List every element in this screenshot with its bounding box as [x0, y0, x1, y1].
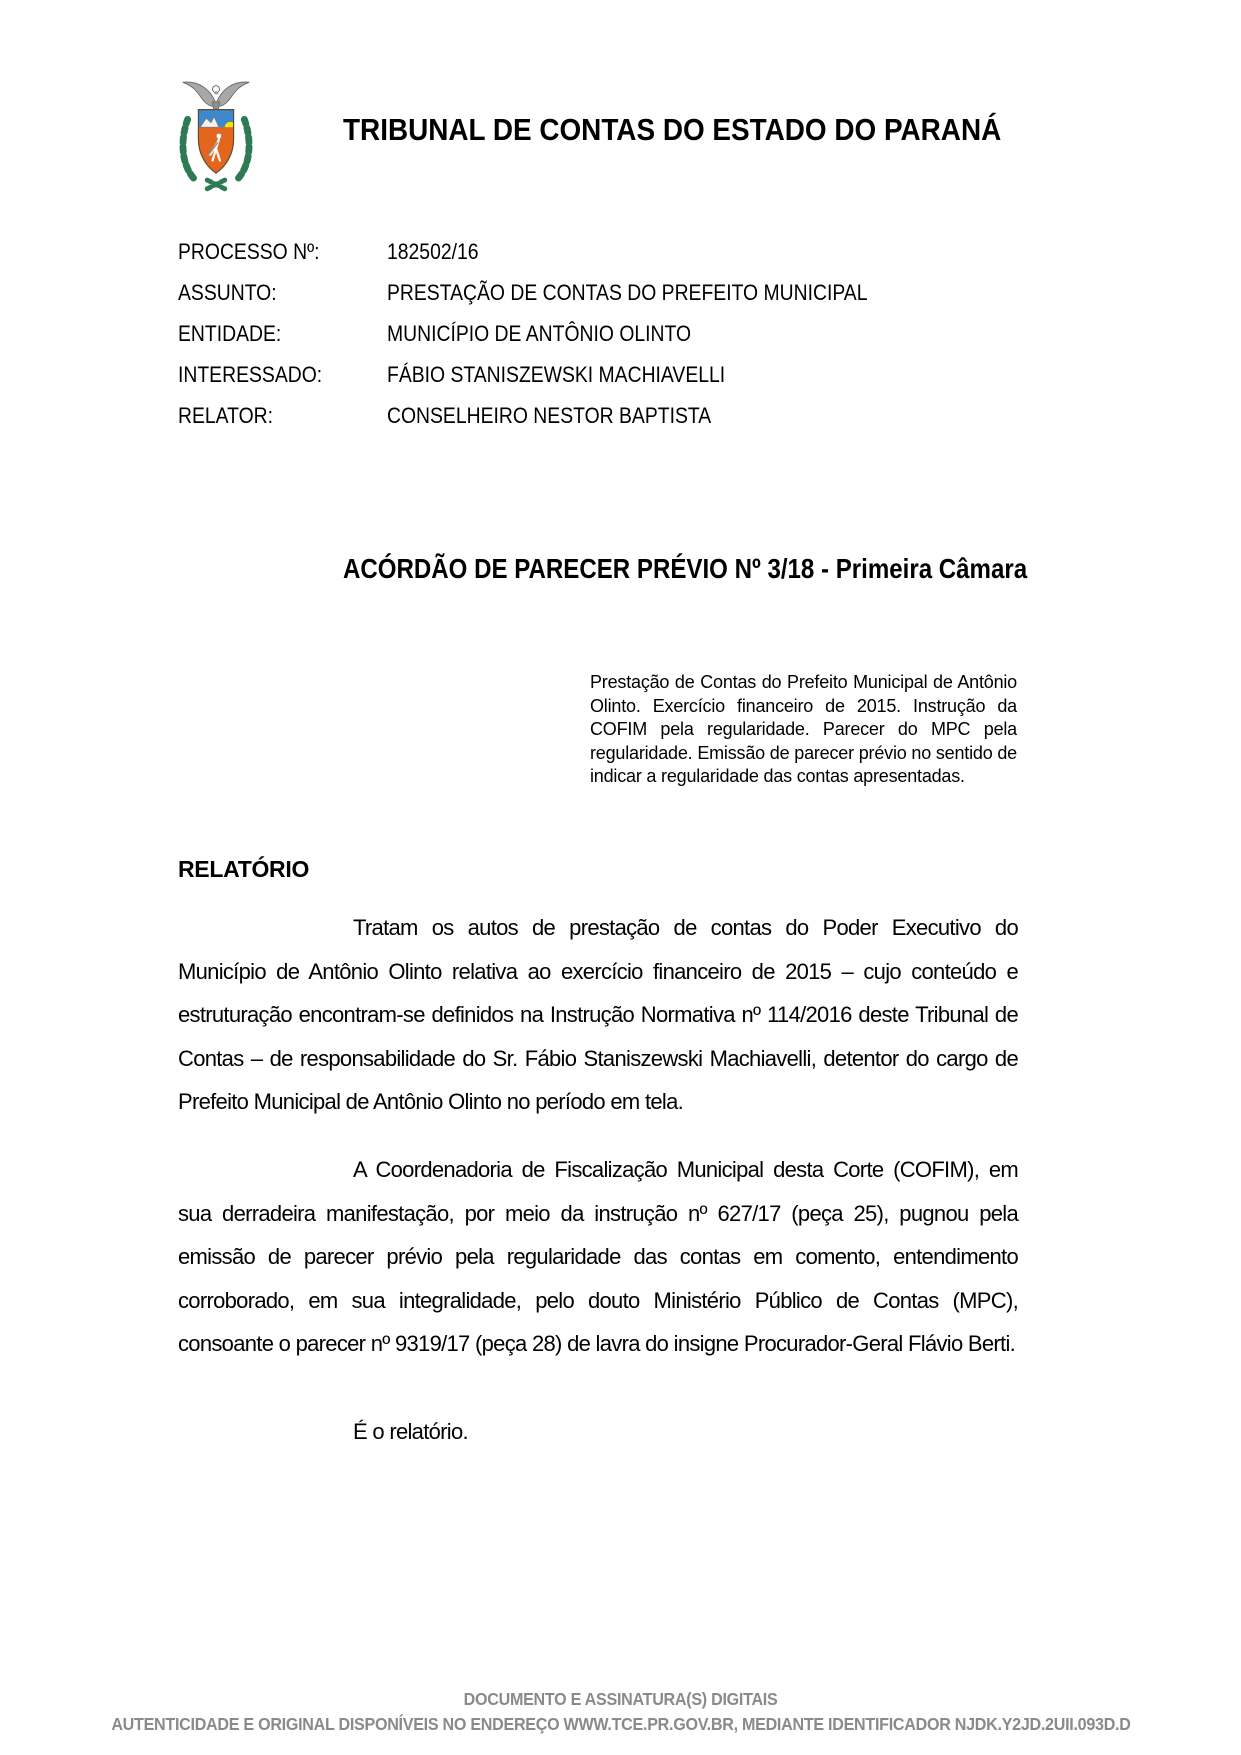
metadata-row-assunto — [178, 272, 1018, 313]
metadata-value: 182502/16 — [387, 239, 479, 264]
metadata-label: ASSUNTO: — [178, 280, 277, 305]
metadata-label: RELATOR: — [178, 403, 274, 428]
footer-text-2: AUTENTICIDADE E ORIGINAL DISPONÍVEIS NO ENDEREÇO WWW.TCE.PR.GOV.BR, MEDIANTE IDENTIFICADOR NJDK.Y2JD.2UII.093D.D — [110, 1714, 1131, 1734]
metadata-row-interessado — [178, 354, 1018, 395]
metadata-row-processo — [178, 231, 1018, 272]
metadata-label: INTERESSADO: — [178, 362, 323, 387]
acordao-heading-text: ACÓRDÃO DE PARECER PRÉVIO Nº 3/18 - Primeira Câmara — [343, 553, 1028, 584]
shield-icon — [198, 110, 235, 175]
metadata-label: PROCESSO Nº: — [178, 239, 320, 264]
laurel-branch-bottom-icon — [207, 180, 225, 189]
process-metadata — [178, 231, 1018, 436]
metadata-value: PRESTAÇÃO DE CONTAS DO PREFEITO MUNICIPAL — [387, 280, 868, 305]
metadata-label: ENTIDADE: — [178, 321, 282, 346]
metadata-row-entidade — [178, 313, 1018, 354]
metadata-row-relator — [178, 395, 1018, 436]
laurel-branch-left-icon — [183, 119, 194, 178]
digital-signature-footer-line2 — [0, 1714, 1241, 1735]
parana-coat-of-arms-logo — [172, 78, 260, 196]
page-title — [343, 112, 1074, 148]
page-title-text: TRIBUNAL DE CONTAS DO ESTADO DO PARANÁ — [343, 112, 1002, 147]
eagle-icon — [183, 82, 249, 112]
relatorio-heading: RELATÓRIO — [178, 856, 310, 882]
case-summary: Prestação de Contas do Prefeito Municipal de Antônio Olinto. Exercício financeiro de 2015. Instrução da COFIM pela regularidade. Parecer do MPC pela regularidade. Emissão de parecer prévio no sentido de indicar a regularidade das contas apresentadas. — [590, 672, 1017, 786]
metadata-value: CONSELHEIRO NESTOR BAPTISTA — [387, 403, 712, 428]
digital-signature-footer-line1 — [0, 1689, 1241, 1710]
footer-text-1: DOCUMENTO E ASSINATURA(S) DIGITAIS — [463, 1689, 778, 1709]
report-paragraph-1: Tratam os autos de prestação de contas do Poder Executivo do Município de Antônio Olinto relativa ao exercício financeiro de 2015 – cujo conteúdo e estruturação encontram-se definidos na Instrução Normativa nº 114/2016 deste Tribunal de Contas – de responsabilidade do Sr. Fábio Staniszewski Machiavelli, detentor do cargo de Prefeito Municipal de Antônio Olinto no período em tela. — [178, 915, 1018, 1114]
metadata-value: FÁBIO STANISZEWSKI MACHIAVELLI — [387, 362, 726, 387]
report-closing: É o relatório. — [353, 1419, 468, 1444]
laurel-branch-right-icon — [238, 119, 249, 178]
report-paragraph-2: A Coordenadoria de Fiscalização Municipal desta Corte (COFIM), em sua derradeira manifestação, por meio da instrução nº 627/17 (peça 25), pugnou pela emissão de parecer prévio pela regularidade das contas em comento, entendimento corroborado, em sua integralidade, pelo douto Ministério Público de Contas (MPC), consoante o parecer nº 9319/17 (peça 28) de lavra do insigne Procurador-Geral Flávio Berti. — [178, 1157, 1018, 1356]
acordao-heading — [343, 553, 1139, 585]
metadata-value: MUNICÍPIO DE ANTÔNIO OLINTO — [387, 321, 692, 346]
